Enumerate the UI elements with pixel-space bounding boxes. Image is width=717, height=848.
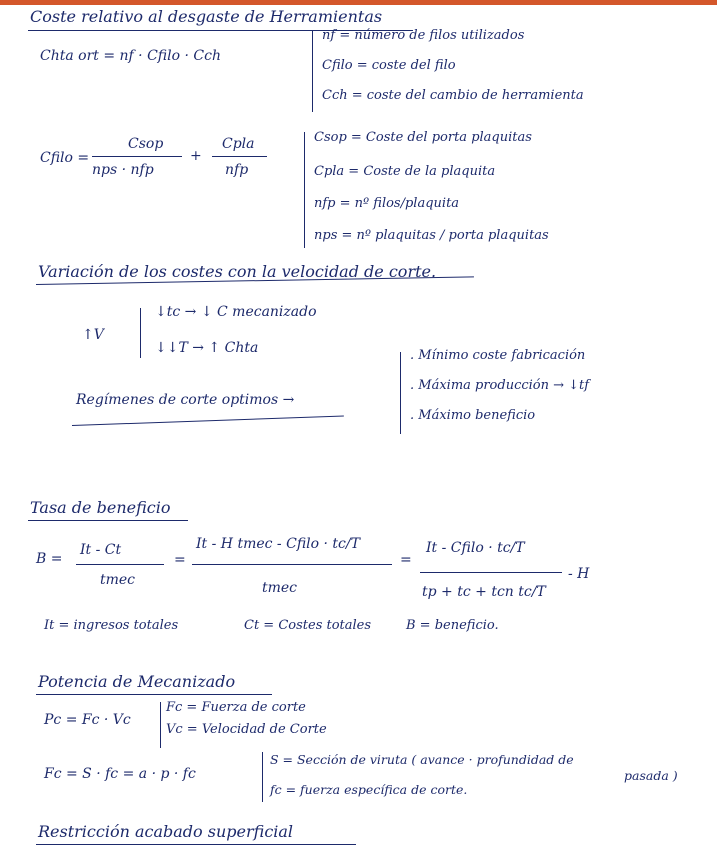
definition-cfilo: Cfilo = coste del filo [322,58,456,73]
option-maximo-beneficio: . Máximo beneficio [410,408,536,423]
definition-nf: nf = número de filos utilizados [322,28,525,43]
legend-it: It = ingresos totales [44,618,179,633]
top-edge-bar [0,0,717,5]
effect-tc-mecanizado: ↓tc → ↓ C mecanizado [155,304,317,320]
effect-t-chta: ↓↓T → ↑ Chta [155,340,259,356]
fraction-1-numerator: It - Ct [80,542,122,558]
legend-ct: Ct = Costes totales [244,618,372,633]
definition-cch: Cch = coste del cambio de herramienta [322,88,584,103]
velocity-increase: ↑V [82,327,104,343]
fraction-1-denominator: tmec [100,572,136,588]
section-title-variacion-costes: Variación de los costes con la velocidad de corte. [38,262,437,281]
definition-s-pasada: pasada ) [624,768,678,783]
equals-sign: = [174,552,186,568]
option-maxima-produccion: . Máxima producción → ↓tf [410,378,590,393]
fraction-bar [212,156,267,157]
definition-fc-especifica: fc = fuerza específica de corte. [270,782,468,797]
section-title-coste-herramientas: Coste relativo al desgaste de Herramientas [30,7,383,26]
legend-b: B = beneficio. [406,618,499,633]
minus-h: - H [568,566,590,582]
equation-chta: Chta ort = nf · Cfilo · Cch [40,48,221,64]
equation-cfilo-lhs: Cfilo = [40,150,90,166]
definition-nps: nps = nº plaquitas / porta plaquitas [314,228,549,243]
fraction-2-denominator: tmec [262,580,298,596]
section-title-tasa-beneficio: Tasa de beneficio [30,498,171,517]
fraction-bar [76,564,164,565]
equals-sign: = [400,552,412,568]
fraction-bar [192,564,392,565]
option-minimo-coste: . Mínimo coste fabricación [410,348,586,363]
brace-line [140,308,141,358]
fraction-bar [92,156,182,157]
equation-fc: Fc = S · fc = a · p · fc [44,766,196,782]
fraction-3-denominator: tp + tc + tcn tc/T [422,584,546,600]
title-underline [36,694,272,695]
section-title-restriccion: Restricción acabado superficial [38,822,294,841]
title-underline [28,520,188,521]
brace-line [262,752,263,802]
fraction-csop-denominator: nps · nfp [92,162,154,178]
fraction-cpla-denominator: nfp [225,162,249,178]
definition-fc-fuerza: Fc = Fuerza de corte [166,700,306,715]
regimenes-label: Regímenes de corte optimos → [76,392,295,408]
definition-cpla: Cpla = Coste de la plaquita [314,164,496,179]
equation-b-lhs: B = [36,551,63,567]
section-title-potencia: Potencia de Mecanizado [38,672,236,691]
brace-line [312,30,313,112]
fraction-cpla-numerator: Cpla [222,136,255,152]
fraction-csop-numerator: Csop [128,136,164,152]
definition-nfp: nfp = nº filos/plaquita [314,196,460,211]
brace-line [400,352,401,434]
brace-line [304,132,305,248]
regimenes-underline [72,416,344,426]
fraction-3-numerator: It - Cfilo · tc/T [426,540,525,556]
fraction-bar [420,572,562,573]
equation-pc: Pc = Fc · Vc [44,712,131,728]
definition-csop: Csop = Coste del porta plaquitas [314,130,532,145]
fraction-2-numerator: It - H tmec - Cfilo · tc/T [196,536,360,552]
definition-s-seccion: S = Sección de viruta ( avance · profundidad de [270,752,574,767]
title-underline [36,844,356,845]
definition-vc-velocidad: Vc = Velocidad de Corte [166,722,327,737]
brace-line [160,702,161,748]
plus-sign: + [190,148,202,164]
